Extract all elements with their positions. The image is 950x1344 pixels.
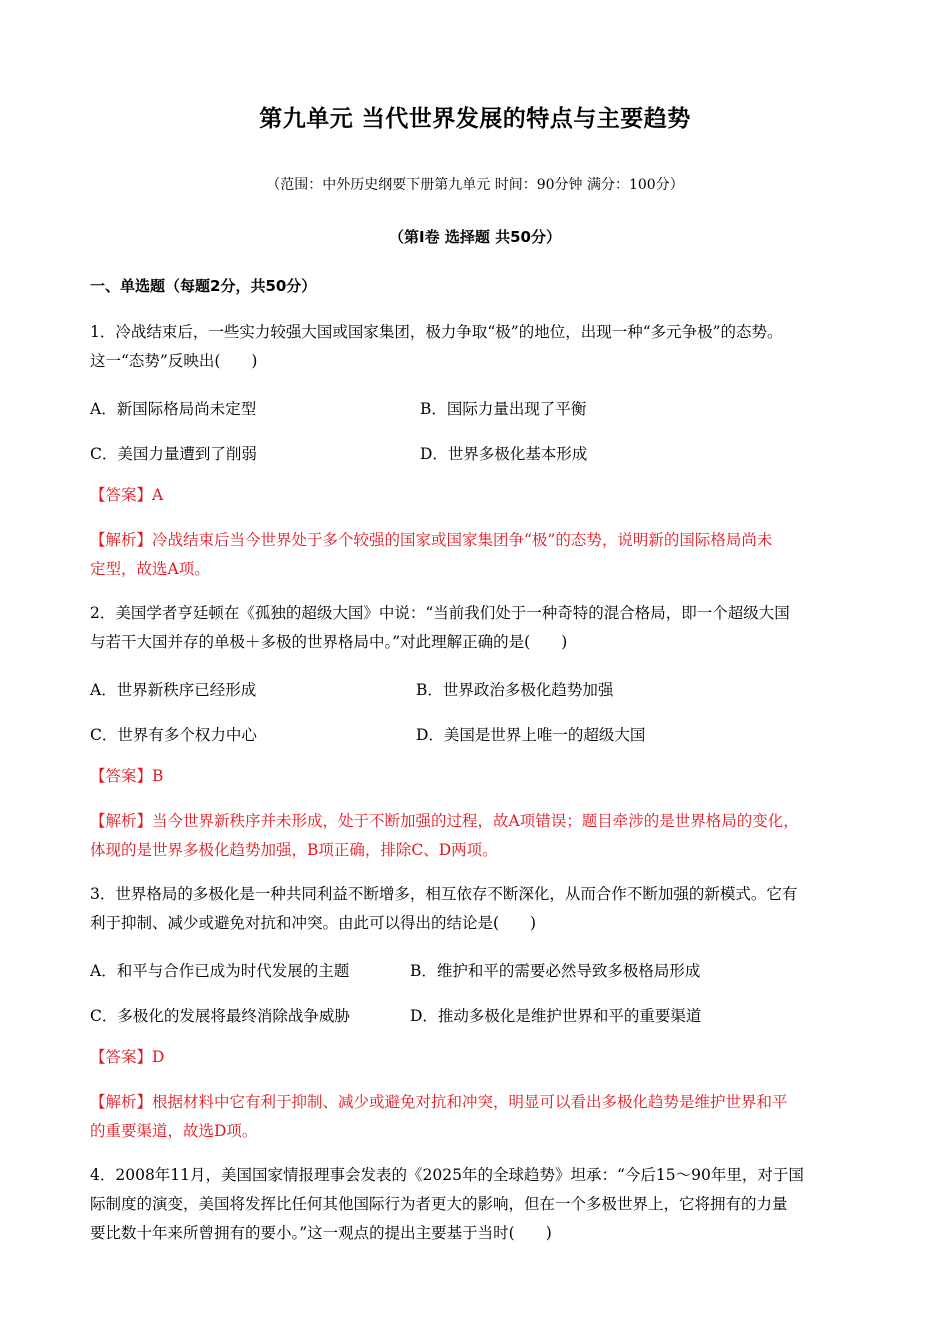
question-4-stem-line-2: 际制度的演变，美国将发挥比任何其他国际行为者更大的影响，但在一个多极世界上，它将拥有的力量	[90, 1195, 788, 1213]
question-3-option-a: A．和平与合作已成为时代发展的主题	[90, 962, 350, 980]
question-3-stem-line-2: 利于抑制、减少或避免对抗和冲突。由此可以得出的结论是( )	[90, 914, 537, 932]
question-4-stem-line-1: 4．2008年11月，美国国家情报理事会发表的《2025年的全球趋势》坦承：“今后15～90年里，对于国	[90, 1166, 804, 1184]
question-1-analysis-line-2: 定型，故选A项。	[90, 560, 210, 578]
question-3-option-d: D．推动多极化是维护世界和平的重要渠道	[410, 1007, 702, 1025]
question-2-option-d: D．美国是世界上唯一的超级大国	[416, 726, 646, 744]
question-4-stem-line-3: 要比数十年来所曾拥有的要小。”这一观点的提出主要基于当时( )	[90, 1224, 552, 1242]
question-3-answer: 【答案】D	[90, 1048, 165, 1066]
question-2-stem-line-2: 与若干大国并存的单极＋多极的世界格局中。”对此理解正确的是( )	[90, 633, 568, 651]
question-2-stem-line-1: 2．美国学者亨廷顿在《孤独的超级大国》中说：“当前我们处于一种奇特的混合格局，即一个超级大国	[90, 604, 790, 622]
section-heading: （第Ⅰ卷 选择题 共50分）	[389, 228, 561, 246]
document-title: 第九单元 当代世界发展的特点与主要趋势	[259, 106, 691, 132]
question-3-option-b: B．维护和平的需要必然导致多极格局形成	[410, 962, 701, 980]
question-1-option-c: C．美国力量遭到了削弱	[90, 445, 257, 463]
question-3-analysis-line-1: 【解析】根据材料中它有利于抑制、减少或避免对抗和冲突，明显可以看出多极化趋势是维护世界和平	[90, 1093, 788, 1111]
question-1-answer: 【答案】A	[90, 486, 164, 504]
question-3-analysis-line-2: 的重要渠道，故选D项。	[90, 1122, 258, 1140]
part-heading: 一、单选题（每题2分，共50分）	[90, 277, 317, 295]
question-3-option-c: C．多极化的发展将最终消除战争威胁	[90, 1007, 350, 1025]
exam-scope: （范围：中外历史纲要下册第九单元 时间：90分钟 满分：100分）	[266, 177, 684, 193]
question-1-analysis-line-1: 【解析】冷战结束后当今世界处于多个较强的国家或国家集团争“极”的态势，说明新的国际格局尚未	[90, 531, 773, 549]
question-2-option-a: A．世界新秩序已经形成	[90, 681, 257, 699]
question-2-option-c: C．世界有多个权力中心	[90, 726, 257, 744]
question-2-option-b: B．世界政治多极化趋势加强	[416, 681, 614, 699]
question-1-option-b: B．国际力量出现了平衡	[420, 400, 587, 418]
question-1-option-a: A．新国际格局尚未定型	[90, 400, 257, 418]
question-2-analysis-line-2: 体现的是世界多极化趋势加强，B项正确，排除C、D两项。	[90, 841, 498, 859]
question-1-stem-line-2: 这一“态势”反映出( )	[90, 352, 258, 370]
question-1-stem-line-1: 1．冷战结束后，一些实力较强大国或国家集团，极力争取“极”的地位，出现一种“多元争极”的态势。	[90, 323, 783, 341]
question-1-option-d: D．世界多极化基本形成	[420, 445, 588, 463]
question-2-analysis-line-1: 【解析】当今世界新秩序并未形成，处于不断加强的过程，故A项错误；题目牵涉的是世界格局的变化，	[90, 812, 799, 830]
question-2-answer: 【答案】B	[90, 767, 164, 785]
question-3-stem-line-1: 3．世界格局的多极化是一种共同利益不断增多，相互依存不断深化，从而合作不断加强的新模式。它有	[90, 885, 798, 903]
